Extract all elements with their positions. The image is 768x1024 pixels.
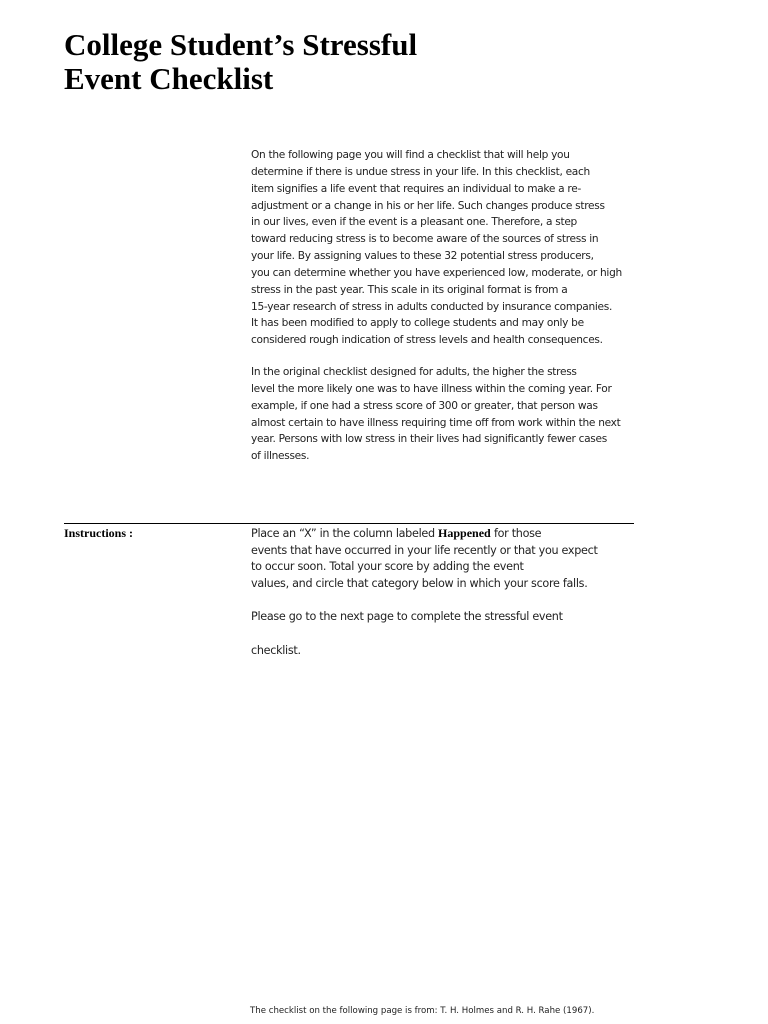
text-line: Please go to the next page to complete the stressful event bbox=[251, 610, 563, 623]
text-line: level the more likely one was to have illness within the coming year. For bbox=[251, 382, 612, 395]
text-line: On the following page you will find a checklist that will help you bbox=[251, 149, 570, 161]
text-line: almost certain to have illness requiring time off from work within the next bbox=[251, 416, 621, 429]
next-page-note bbox=[251, 609, 631, 626]
text-line: example, if one had a stress score of 300 or greater, that person was bbox=[251, 399, 598, 412]
title-line-1: College Student’s Stressful bbox=[64, 27, 418, 62]
text-line: checklist. bbox=[251, 644, 301, 657]
text-line: your life. By assigning values to these 32 potential stress producers, bbox=[251, 250, 594, 263]
text-line: It has been modified to apply to college students and may only be bbox=[251, 317, 584, 330]
title-line-2: Event Checklist bbox=[64, 61, 274, 96]
checklist-word bbox=[251, 643, 631, 660]
text-line: in our lives, even if the event is a pleasant one. Therefore, a step bbox=[251, 216, 577, 229]
text-line: to occur soon. Total your score by adding the event bbox=[251, 560, 524, 574]
text-line: you can determine whether you have experienced low, moderate, or high bbox=[251, 266, 622, 279]
instructions-line-1 bbox=[251, 525, 631, 543]
section-divider bbox=[64, 523, 634, 524]
text-line: of illnesses. bbox=[251, 450, 310, 463]
instructions-text bbox=[251, 525, 631, 593]
intro-paragraph-2 bbox=[251, 364, 631, 465]
text-line: adjustment or a change in his or her life. Such changes produce stress bbox=[251, 199, 605, 212]
text-line: item signifies a life event that requires an individual to make a re- bbox=[251, 182, 581, 195]
text-line: toward reducing stress is to become aware of the sources of stress in bbox=[251, 233, 599, 246]
text-line: year. Persons with low stress in their lives had significantly fewer cases bbox=[251, 433, 607, 446]
text-line: events that have occurred in your life recently or that you expect bbox=[251, 543, 598, 557]
instructions-label: Instructions : bbox=[64, 526, 134, 540]
text-line: determine if there is undue stress in your life. In this checklist, each bbox=[251, 165, 590, 178]
instructions-text-before: Place an “X” in the column labeled bbox=[251, 527, 439, 540]
source-citation: The checklist on the following page is from: T. H. Holmes and R. H. Rahe (1967). bbox=[250, 1006, 595, 1016]
text-line: In the original checklist designed for adults, the higher the stress bbox=[251, 366, 577, 378]
text-line: stress in the past year. This scale in its original format is from a bbox=[251, 283, 568, 296]
happened-column-name: Happened bbox=[438, 526, 491, 540]
text-line: values, and circle that category below in which your score falls. bbox=[251, 577, 588, 591]
text-line: considered rough indication of stress levels and health consequences. bbox=[251, 334, 603, 347]
text-line: 15-year research of stress in adults conducted by insurance companies. bbox=[251, 300, 613, 313]
intro-paragraph-1 bbox=[251, 147, 631, 349]
page-title bbox=[64, 28, 417, 96]
instructions-text-after: for those bbox=[490, 527, 542, 540]
